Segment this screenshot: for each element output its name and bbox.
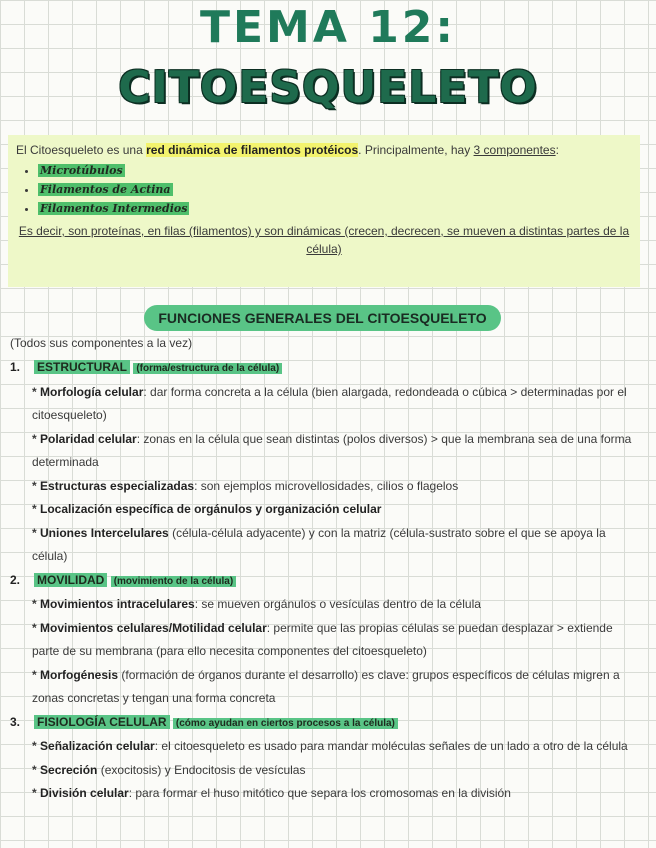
- function-item: * Morfogénesis (formación de órganos durante el desarrollo) es clave: grupos específicos de células migren a zonas concretas y tengan una forma concreta: [32, 667, 620, 705]
- intro-summary: Es decir, son proteínas, en filas (filamentos) y son dinámicas (crecen, decrecen, se mueven a distintas partes de la célula): [18, 224, 630, 256]
- intro-text: El Citoesqueleto es una: [16, 143, 147, 157]
- function-item: * Uniones Intercelulares (célula-célula adyacente) y con la matriz (célula-sustrato sobre el que se apoya la célula): [32, 525, 606, 563]
- section-note: (Todos sus componentes a la vez): [10, 336, 193, 350]
- function-item: * Señalización celular: el citoesqueleto es usado para mandar moléculas señales de un lado a otro de la célula: [32, 739, 628, 753]
- function-heading: 1. ESTRUCTURAL (forma/estructura de la célula): [10, 356, 642, 381]
- page-title-line1: TEMA 12:: [199, 2, 457, 53]
- intro-box: [8, 135, 640, 287]
- function-item: * Movimientos celulares/Motilidad celular: permite que las propias células se puedan desplazar > extiende parte de su membrana (para ello necesita componentes del citoesqueleto): [32, 620, 613, 658]
- function-heading: 2. MOVILIDAD (movimiento de la célula): [10, 569, 642, 594]
- intro-highlight: red dinámica de filamentos protéicos: [146, 143, 359, 157]
- component-item: • Microtúbulos: [38, 161, 632, 180]
- page-title-line2: CITOESQUELETO: [118, 62, 538, 113]
- function-heading: 3. FISIOLOGÍA CELULAR (cómo ayudan en ciertos procesos a la célula): [10, 711, 642, 736]
- function-item: * Localización específica de orgánulos y organización celular: [32, 502, 382, 516]
- intro-text: . Principalmente, hay: [358, 143, 474, 157]
- functions-content: [10, 356, 642, 806]
- component-item: • Filamentos de Actina: [38, 180, 632, 199]
- section-title: FUNCIONES GENERALES DEL CITOESQUELETO: [144, 305, 501, 331]
- component-item: • Filamentos Intermedios: [38, 199, 632, 218]
- function-item: * Movimientos intracelulares: se mueven orgánulos o vesículas dentro de la célula: [32, 597, 481, 611]
- intro-text: :: [555, 143, 559, 157]
- intro-components-count: 3 componentes: [473, 143, 556, 157]
- intro-paragraph: [16, 141, 632, 159]
- function-item: * Morfología celular: dar forma concreta a la célula (bien alargada, redondeada o cúbica > determinadas por el citoesqueleto): [32, 384, 627, 422]
- function-item: * Secreción (exocitosis) y Endocitosis de vesículas: [32, 762, 306, 777]
- components-list: [16, 161, 632, 218]
- function-item: * Estructuras especializadas: son ejemplos microvellosidades, cilios o flagelos: [32, 478, 459, 493]
- function-item: * Polaridad celular: zonas en la célula que sean distintas (polos diversos) > que la membrana sea de una forma determinada: [32, 431, 632, 469]
- function-item: * División celular: para formar el huso mitótico que separa los cromosomas en la división: [32, 786, 511, 800]
